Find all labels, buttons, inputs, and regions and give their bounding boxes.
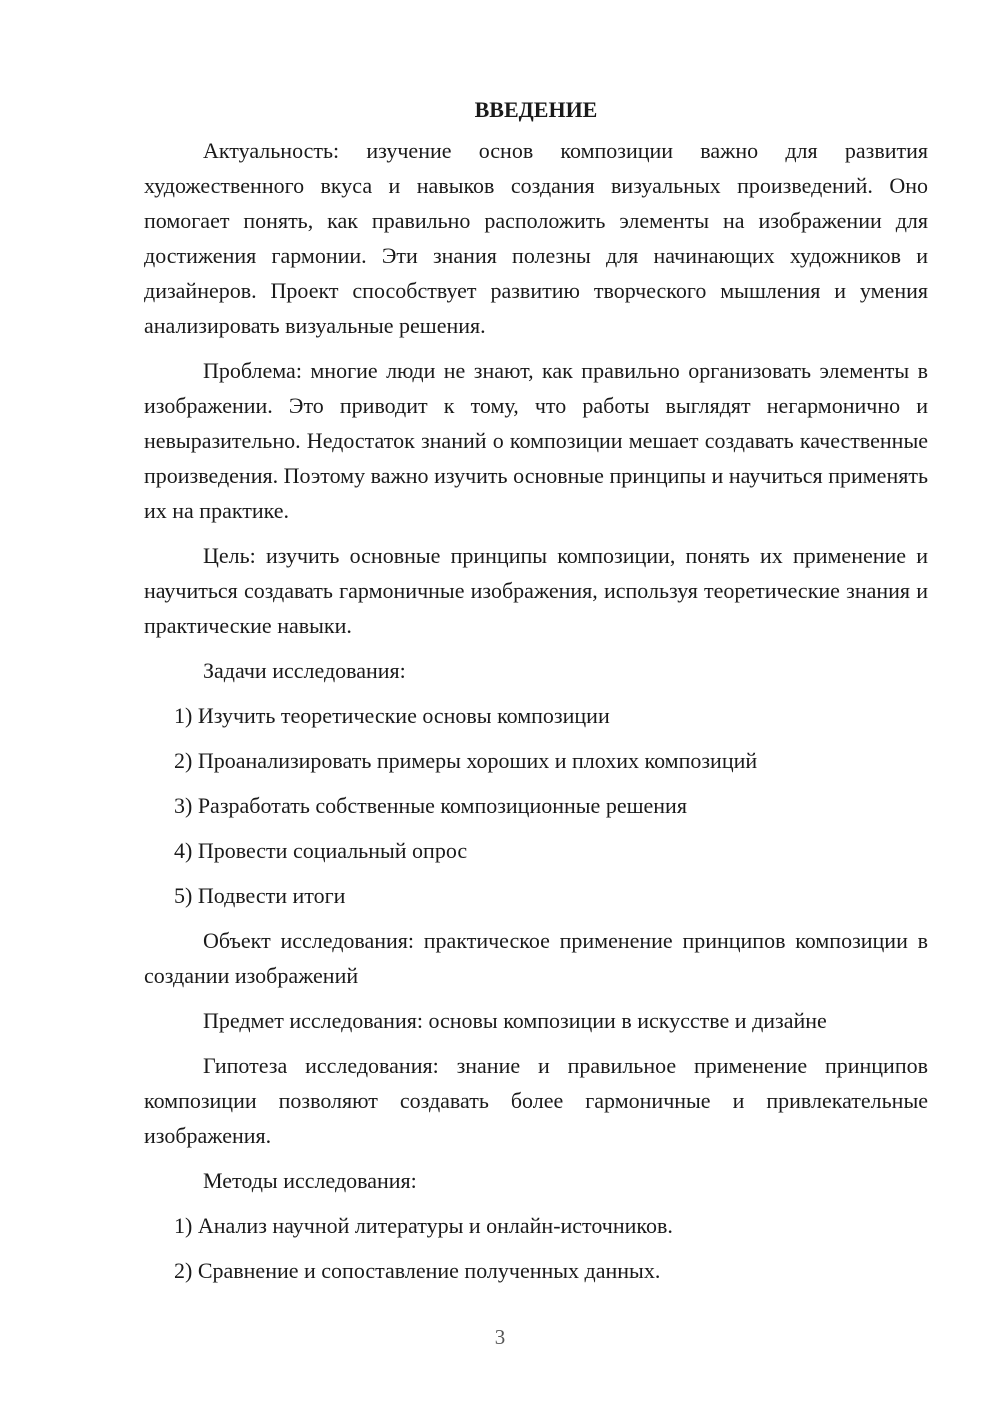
subject-paragraph: Предмет исследования: основы композиции в искусстве и дизайне — [203, 1008, 827, 1033]
section-title: ВВЕДЕНИЕ — [474, 97, 598, 122]
hypothesis-paragraph: Гипотеза исследования: знание и правильное применение принципов композиции позволяют создавать более гармоничные и привлекательные изображения. — [144, 1053, 928, 1148]
method-item: 1) Анализ научной литературы и онлайн-источников. — [174, 1213, 673, 1238]
task-item: 3) Разработать собственные композиционные решения — [174, 793, 687, 818]
task-item: 5) Подвести итоги — [174, 883, 346, 908]
task-item: 2) Проанализировать примеры хороших и плохих композиций — [174, 748, 758, 773]
goal-paragraph: Цель: изучить основные принципы композиции, понять их применение и научиться создавать гармоничные изображения, используя теоретические знания и практические навыки. — [144, 543, 928, 638]
object-paragraph: Объект исследования: практическое применение принципов композиции в создании изображений — [144, 928, 928, 988]
methods-heading: Методы исследования: — [203, 1168, 417, 1193]
method-item: 2) Сравнение и сопоставление полученных данных. — [174, 1258, 661, 1283]
task-item: 1) Изучить теоретические основы композиции — [174, 703, 610, 728]
problem-paragraph: Проблема: многие люди не знают, как правильно организовать элементы в изображении. Это приводит к тому, что работы выглядят негармонично и невыразительно. Недостаток знаний о композиции мешает создавать качественные произведения. Поэтому важно изучить основные принципы и научиться применять их на практике. — [144, 358, 928, 523]
tasks-heading: Задачи исследования: — [203, 658, 406, 683]
document-page — [144, 93, 928, 1298]
relevance-paragraph: Актуальность: изучение основ композиции важно для развития художественного вкуса и навыков создания визуальных произведений. Оно помогает понять, как правильно расположить элементы на изображении для достижения гармонии. Эти знания полезны для начинающих художников и дизайнеров. Проект способствует развитию творческого мышления и умения анализировать визуальные решения. — [144, 138, 928, 338]
task-item: 4) Провести социальный опрос — [174, 838, 468, 863]
page-number: 3 — [494, 1325, 506, 1349]
